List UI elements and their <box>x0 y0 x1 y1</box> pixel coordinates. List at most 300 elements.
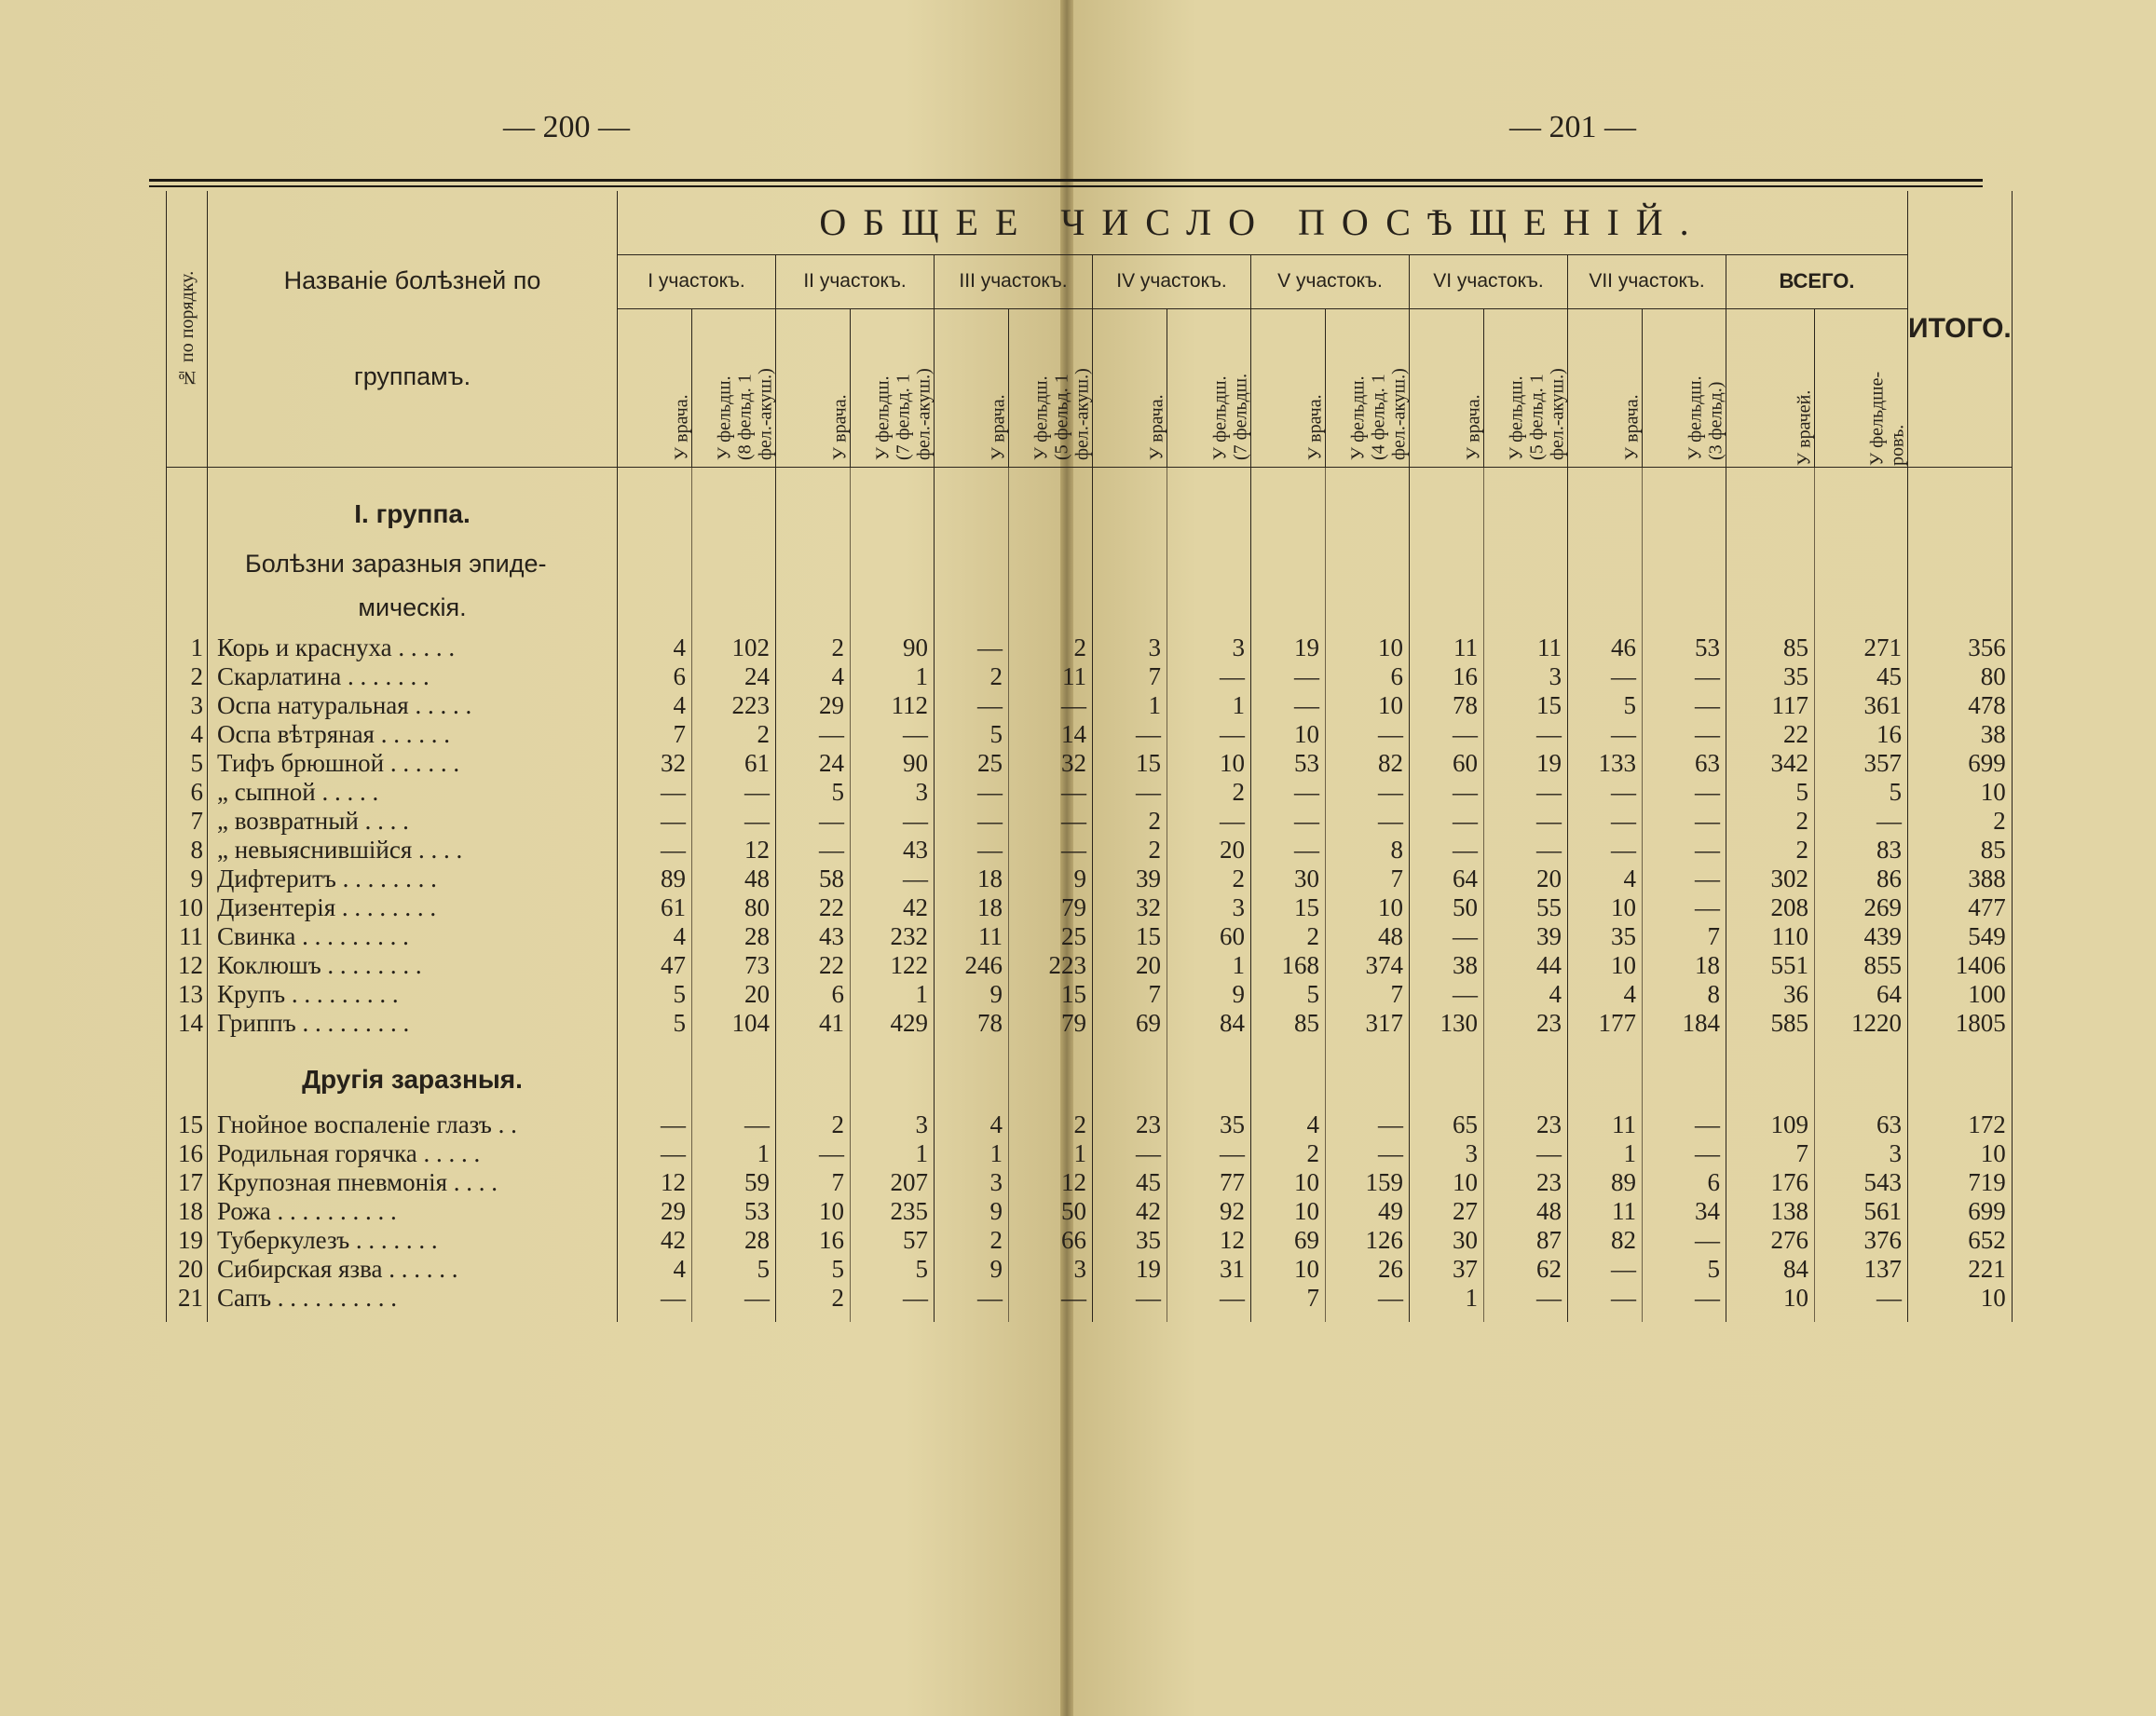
value-cell: — <box>851 1284 935 1313</box>
table-row <box>167 836 2013 865</box>
value-cell: 1 <box>851 1139 935 1168</box>
value-cell: 9 <box>1009 865 1093 893</box>
value-cell: 10 <box>1908 1139 2013 1168</box>
value-cell: 42 <box>851 893 935 922</box>
value-cell: 5 <box>1815 778 1908 807</box>
value-cell: 223 <box>692 691 776 720</box>
district-7-doctor-header: У врача. <box>1568 308 1643 467</box>
disease-name: Гриппъ . . . . . . . . . <box>208 1009 618 1038</box>
value-cell: 3 <box>851 778 935 807</box>
value-cell: 1 <box>1093 691 1167 720</box>
value-cell: 20 <box>1093 951 1167 980</box>
value-cell: — <box>692 807 776 836</box>
value-cell: 4 <box>935 1110 1009 1139</box>
value-cell: — <box>1251 836 1326 865</box>
value-cell: 10 <box>1326 893 1410 922</box>
value-cell: 19 <box>1484 749 1568 778</box>
table-row <box>167 691 2013 720</box>
value-cell: 64 <box>1410 865 1484 893</box>
value-cell: 69 <box>1251 1226 1326 1255</box>
value-cell: 15 <box>1009 980 1093 1009</box>
value-cell: — <box>1484 807 1568 836</box>
value-cell: — <box>935 1284 1009 1313</box>
value-cell: 69 <box>1093 1009 1167 1038</box>
column-name-header <box>208 191 618 467</box>
top-rule-thin <box>149 185 1983 187</box>
disease-name: Гнойное воспаленіе глазъ . . <box>208 1110 618 1139</box>
table-row <box>167 633 2013 662</box>
value-cell: 12 <box>618 1168 692 1197</box>
value-cell: 2 <box>776 1110 851 1139</box>
value-cell: 3 <box>1093 633 1167 662</box>
value-cell: 45 <box>1093 1168 1167 1197</box>
column-index-header: № по порядку. <box>167 191 208 467</box>
value-cell: — <box>1167 662 1251 691</box>
district-1-doctor-header: У врача. <box>618 308 692 467</box>
column-name-line1: Названіе болѣзней по <box>283 266 541 294</box>
value-cell: 543 <box>1815 1168 1908 1197</box>
district-header-2: II участокъ. <box>776 254 935 308</box>
value-cell: 7 <box>1251 1284 1326 1313</box>
value-cell: 24 <box>776 749 851 778</box>
value-cell: 25 <box>1009 922 1093 951</box>
value-cell: 84 <box>1726 1255 1815 1284</box>
table-row <box>167 980 2013 1009</box>
value-cell: — <box>1093 1284 1167 1313</box>
value-cell: — <box>851 865 935 893</box>
value-cell: 78 <box>1410 691 1484 720</box>
value-cell: 80 <box>692 893 776 922</box>
value-cell: 22 <box>776 893 851 922</box>
row-number: 5 <box>167 749 208 778</box>
value-cell: — <box>1643 1110 1726 1139</box>
value-cell: 43 <box>851 836 935 865</box>
value-cell: 159 <box>1326 1168 1410 1197</box>
value-cell: 15 <box>1484 691 1568 720</box>
value-cell: — <box>1815 1284 1908 1313</box>
value-cell: 42 <box>618 1226 692 1255</box>
disease-name: Крупъ . . . . . . . . . <box>208 980 618 1009</box>
value-cell: 2 <box>1093 836 1167 865</box>
value-cell: 3 <box>1815 1139 1908 1168</box>
value-cell: — <box>1568 720 1643 749</box>
value-cell: 6 <box>618 662 692 691</box>
value-cell: 719 <box>1908 1168 2013 1197</box>
value-cell: 20 <box>692 980 776 1009</box>
value-cell: 82 <box>1326 749 1410 778</box>
value-cell: 5 <box>776 778 851 807</box>
value-cell: 11 <box>1009 662 1093 691</box>
disease-name: Тифъ брюшной . . . . . . <box>208 749 618 778</box>
value-cell: 235 <box>851 1197 935 1226</box>
value-cell: 28 <box>692 922 776 951</box>
value-cell: — <box>692 1110 776 1139</box>
group1-subtitle-row <box>167 536 2013 582</box>
value-cell: 7 <box>1643 922 1726 951</box>
value-cell: 184 <box>1643 1009 1726 1038</box>
table-row <box>167 865 2013 893</box>
row-number: 4 <box>167 720 208 749</box>
value-cell: 4 <box>1568 980 1643 1009</box>
value-cell: — <box>1568 778 1643 807</box>
value-cell: 4 <box>1484 980 1568 1009</box>
value-cell: 37 <box>1410 1255 1484 1284</box>
value-cell: — <box>1410 836 1484 865</box>
table-row <box>167 749 2013 778</box>
page-number-right: — 201 — <box>1509 110 1636 144</box>
value-cell: — <box>1326 1284 1410 1313</box>
value-cell: 5 <box>1643 1255 1726 1284</box>
disease-name: Свинка . . . . . . . . . <box>208 922 618 951</box>
disease-name: Оспа натуральная . . . . . <box>208 691 618 720</box>
value-cell: 31 <box>1167 1255 1251 1284</box>
value-cell: 376 <box>1815 1226 1908 1255</box>
value-cell: 551 <box>1726 951 1815 980</box>
value-cell: — <box>935 691 1009 720</box>
value-cell: — <box>935 807 1009 836</box>
disease-name: Дифтеритъ . . . . . . . . <box>208 865 618 893</box>
value-cell: — <box>1251 691 1326 720</box>
value-cell: 585 <box>1726 1009 1815 1038</box>
value-cell: 10 <box>776 1197 851 1226</box>
value-cell: 112 <box>851 691 935 720</box>
row-number: 3 <box>167 691 208 720</box>
value-cell: 6 <box>1326 662 1410 691</box>
table-row <box>167 893 2013 922</box>
value-cell: 477 <box>1908 893 2013 922</box>
value-cell: 53 <box>692 1197 776 1226</box>
value-cell: — <box>1643 807 1726 836</box>
value-cell: 7 <box>1326 865 1410 893</box>
value-cell: 9 <box>935 1197 1009 1226</box>
disease-name: „ невыяснившійся . . . . <box>208 836 618 865</box>
value-cell: 28 <box>692 1226 776 1255</box>
row-number: 7 <box>167 807 208 836</box>
value-cell: 5 <box>1726 778 1815 807</box>
value-cell: 62 <box>1484 1255 1568 1284</box>
value-cell: 18 <box>1643 951 1726 980</box>
value-cell: 73 <box>692 951 776 980</box>
value-cell: 10 <box>1251 1197 1326 1226</box>
value-cell: 82 <box>1568 1226 1643 1255</box>
value-cell: — <box>1568 1255 1643 1284</box>
row-number: 19 <box>167 1226 208 1255</box>
value-cell: 561 <box>1815 1197 1908 1226</box>
value-cell: 2 <box>692 720 776 749</box>
value-cell: 5 <box>618 1009 692 1038</box>
top-rule-thick <box>149 179 1983 182</box>
value-cell: 10 <box>1568 893 1643 922</box>
value-cell: 100 <box>1908 980 2013 1009</box>
value-cell: 90 <box>851 633 935 662</box>
value-cell: 3 <box>1009 1255 1093 1284</box>
row-number: 20 <box>167 1255 208 1284</box>
district-3-feldsher-header: У фельдш. (5 фельд. 1 фел.-акуш.) <box>1009 308 1093 467</box>
value-cell: 61 <box>692 749 776 778</box>
row-number: 12 <box>167 951 208 980</box>
value-cell: 699 <box>1908 749 2013 778</box>
value-cell: 207 <box>851 1168 935 1197</box>
value-cell: — <box>1167 720 1251 749</box>
value-cell: 11 <box>1410 633 1484 662</box>
value-cell: 269 <box>1815 893 1908 922</box>
value-cell: — <box>851 807 935 836</box>
group1-subtitle-2: мическія. <box>358 593 467 621</box>
row-number: 6 <box>167 778 208 807</box>
value-cell: 137 <box>1815 1255 1908 1284</box>
value-cell: 317 <box>1326 1009 1410 1038</box>
total-header: ВСЕГО. <box>1726 254 1908 308</box>
value-cell: — <box>1251 662 1326 691</box>
row-number: 16 <box>167 1139 208 1168</box>
value-cell: 18 <box>935 865 1009 893</box>
value-cell: 302 <box>1726 865 1815 893</box>
value-cell: 18 <box>935 893 1009 922</box>
value-cell: — <box>1009 836 1093 865</box>
value-cell: — <box>1326 1139 1410 1168</box>
row-number: 17 <box>167 1168 208 1197</box>
value-cell: 102 <box>692 633 776 662</box>
column-name-line2: группамъ. <box>353 361 471 390</box>
value-cell: 176 <box>1726 1168 1815 1197</box>
value-cell: 1 <box>851 662 935 691</box>
value-cell: 25 <box>935 749 1009 778</box>
value-cell: — <box>1484 1139 1568 1168</box>
value-cell: — <box>1251 778 1326 807</box>
row-number: 2 <box>167 662 208 691</box>
value-cell: 232 <box>851 922 935 951</box>
value-cell: 5 <box>935 720 1009 749</box>
value-cell: — <box>1093 720 1167 749</box>
value-cell: 361 <box>1815 691 1908 720</box>
value-cell: 7 <box>1093 662 1167 691</box>
value-cell: — <box>1009 1284 1093 1313</box>
value-cell: 12 <box>1167 1226 1251 1255</box>
value-cell: 122 <box>851 951 935 980</box>
value-cell: 45 <box>1815 662 1908 691</box>
value-cell: 6 <box>1643 1168 1726 1197</box>
value-cell: 1 <box>935 1139 1009 1168</box>
value-cell: — <box>1643 1226 1726 1255</box>
value-cell: 48 <box>692 865 776 893</box>
table-row <box>167 1284 2013 1313</box>
value-cell: — <box>1009 807 1093 836</box>
value-cell: 20 <box>1167 836 1251 865</box>
value-cell: 23 <box>1484 1110 1568 1139</box>
value-cell: 47 <box>618 951 692 980</box>
value-cell: — <box>776 807 851 836</box>
row-number: 13 <box>167 980 208 1009</box>
value-cell: 79 <box>1009 1009 1093 1038</box>
disease-name: Дизентерія . . . . . . . . <box>208 893 618 922</box>
disease-name: „ сыпной . . . . . <box>208 778 618 807</box>
value-cell: 5 <box>851 1255 935 1284</box>
value-cell: 357 <box>1815 749 1908 778</box>
value-cell: — <box>935 633 1009 662</box>
value-cell: 63 <box>1815 1110 1908 1139</box>
row-number: 9 <box>167 865 208 893</box>
value-cell: 5 <box>776 1255 851 1284</box>
value-cell: 66 <box>1009 1226 1093 1255</box>
table-row <box>167 922 2013 951</box>
value-cell: — <box>618 1284 692 1313</box>
value-cell: 223 <box>1009 951 1093 980</box>
value-cell: 39 <box>1484 922 1568 951</box>
value-cell: 2 <box>1251 922 1326 951</box>
value-cell: 32 <box>1009 749 1093 778</box>
disease-name: „ возвратный . . . . <box>208 807 618 836</box>
value-cell: 4 <box>1568 865 1643 893</box>
value-cell: 2 <box>776 1284 851 1313</box>
value-cell: 5 <box>1251 980 1326 1009</box>
value-cell: 15 <box>1093 749 1167 778</box>
value-cell: — <box>618 836 692 865</box>
value-cell: 356 <box>1908 633 2013 662</box>
value-cell: — <box>1643 1284 1726 1313</box>
value-cell: 63 <box>1643 749 1726 778</box>
value-cell: 35 <box>1568 922 1643 951</box>
value-cell: 14 <box>1009 720 1093 749</box>
value-cell: — <box>1643 836 1726 865</box>
value-cell: 2 <box>935 662 1009 691</box>
value-cell: 109 <box>1726 1110 1815 1139</box>
value-cell: 2 <box>1009 1110 1093 1139</box>
value-cell: — <box>1009 778 1093 807</box>
group1-title-row <box>167 470 2013 536</box>
value-cell: 44 <box>1484 951 1568 980</box>
value-cell: — <box>1093 1139 1167 1168</box>
value-cell: 92 <box>1167 1197 1251 1226</box>
value-cell: 1 <box>851 980 935 1009</box>
value-cell: 855 <box>1815 951 1908 980</box>
value-cell: 4 <box>618 1255 692 1284</box>
value-cell: 46 <box>1568 633 1643 662</box>
value-cell: 388 <box>1908 865 2013 893</box>
value-cell: 83 <box>1815 836 1908 865</box>
district-5-doctor-header: У врача. <box>1251 308 1326 467</box>
district-header-7: VII участокъ. <box>1568 254 1726 308</box>
value-cell: 2 <box>1009 633 1093 662</box>
value-cell: 2 <box>776 633 851 662</box>
value-cell: 15 <box>1251 893 1326 922</box>
value-cell: 89 <box>1568 1168 1643 1197</box>
value-cell: 43 <box>776 922 851 951</box>
value-cell: 7 <box>776 1168 851 1197</box>
value-cell: — <box>1410 720 1484 749</box>
value-cell: 32 <box>1093 893 1167 922</box>
value-cell: — <box>776 720 851 749</box>
value-cell: 48 <box>1326 922 1410 951</box>
table-row <box>167 1009 2013 1038</box>
disease-name: Родильная горячка . . . . . <box>208 1139 618 1168</box>
value-cell: — <box>618 807 692 836</box>
value-cell: 53 <box>1251 749 1326 778</box>
value-cell: — <box>1484 836 1568 865</box>
value-cell: 276 <box>1726 1226 1815 1255</box>
table-row <box>167 1255 2013 1284</box>
value-cell: — <box>1093 778 1167 807</box>
value-cell: 23 <box>1093 1110 1167 1139</box>
value-cell: 64 <box>1815 980 1908 1009</box>
value-cell: 22 <box>1726 720 1815 749</box>
value-cell: 30 <box>1251 865 1326 893</box>
value-cell: 80 <box>1908 662 2013 691</box>
value-cell: 652 <box>1908 1226 2013 1255</box>
value-cell: — <box>1643 865 1726 893</box>
value-cell: 2 <box>935 1226 1009 1255</box>
district-header-1: I участокъ. <box>618 254 776 308</box>
value-cell: 39 <box>1093 865 1167 893</box>
value-cell: — <box>1643 778 1726 807</box>
value-cell: 61 <box>618 893 692 922</box>
table-row <box>167 662 2013 691</box>
value-cell: — <box>1326 1110 1410 1139</box>
value-cell: 85 <box>1251 1009 1326 1038</box>
row-number: 8 <box>167 836 208 865</box>
value-cell: 12 <box>1009 1168 1093 1197</box>
row-number: 15 <box>167 1110 208 1139</box>
value-cell: — <box>1410 778 1484 807</box>
total-doctors-header: У врачей. <box>1726 308 1815 467</box>
value-cell: 60 <box>1167 922 1251 951</box>
value-cell: 10 <box>1251 1255 1326 1284</box>
district-3-doctor-header: У врача. <box>935 308 1009 467</box>
district-2-doctor-header: У врача. <box>776 308 851 467</box>
value-cell: — <box>1167 807 1251 836</box>
value-cell: 30 <box>1410 1226 1484 1255</box>
value-cell: 34 <box>1643 1197 1726 1226</box>
district-header-3: III участокъ. <box>935 254 1093 308</box>
value-cell: 49 <box>1326 1197 1410 1226</box>
district-5-feldsher-header: У фельдш. (4 фельд. 1 фел.-акуш.) <box>1326 308 1410 467</box>
value-cell: 41 <box>776 1009 851 1038</box>
value-cell: — <box>1643 720 1726 749</box>
district-7-feldsher-header: У фельдш. (3 фельд.) <box>1643 308 1726 467</box>
main-header: ОБЩЕЕ ЧИСЛО ПОСѢЩЕНІЙ. <box>618 191 1908 254</box>
value-cell: 35 <box>1093 1226 1167 1255</box>
value-cell: 22 <box>776 951 851 980</box>
value-cell: — <box>1568 807 1643 836</box>
value-cell: 8 <box>1326 836 1410 865</box>
value-cell: 10 <box>1251 720 1326 749</box>
value-cell: — <box>1410 922 1484 951</box>
value-cell: 221 <box>1908 1255 2013 1284</box>
district-header-4: IV участокъ. <box>1093 254 1251 308</box>
value-cell: 208 <box>1726 893 1815 922</box>
district-2-feldsher-header: У фельдш. (7 фельд. 1 фел.-акуш.) <box>851 308 935 467</box>
value-cell: 10 <box>1167 749 1251 778</box>
value-cell: 1 <box>1410 1284 1484 1313</box>
district-6-doctor-header: У врача. <box>1410 308 1484 467</box>
value-cell: 2 <box>1093 807 1167 836</box>
value-cell: 11 <box>1484 633 1568 662</box>
value-cell: 84 <box>1167 1009 1251 1038</box>
value-cell: 29 <box>618 1197 692 1226</box>
value-cell: 3 <box>935 1168 1009 1197</box>
group1-subtitle-1: Болѣзни заразныя эпиде- <box>245 549 547 578</box>
value-cell: 177 <box>1568 1009 1643 1038</box>
value-cell: 7 <box>1326 980 1410 1009</box>
disease-name: Сапъ . . . . . . . . . . <box>208 1284 618 1313</box>
value-cell: 2 <box>1908 807 2013 836</box>
value-cell: 342 <box>1726 749 1815 778</box>
value-cell: — <box>1815 807 1908 836</box>
value-cell: 20 <box>1484 865 1568 893</box>
value-cell: 57 <box>851 1226 935 1255</box>
value-cell: 89 <box>618 865 692 893</box>
value-cell: 4 <box>618 922 692 951</box>
value-cell: 8 <box>1643 980 1726 1009</box>
